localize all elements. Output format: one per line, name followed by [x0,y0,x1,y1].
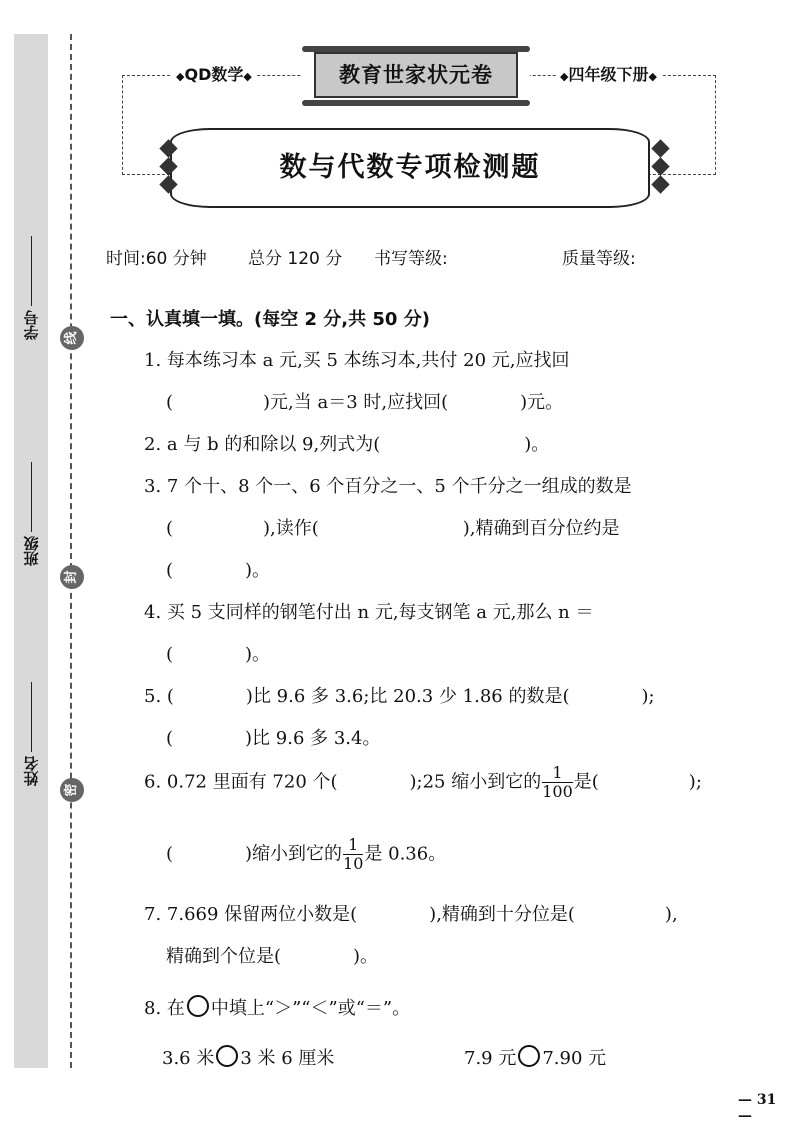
seal-seal-icon: 封 [60,565,84,589]
question-7-line-1: 7. 7.669 保留两位小数是( ),精确到十分位是( ), [144,904,678,925]
writing-grade: 书写等级: [374,249,448,269]
question-6-text: 6. 0.72 里面有 720 个( );25 缩小到它的 [144,771,542,793]
class-blank[interactable] [30,462,32,532]
question-6-text: 是 0.36。 [364,843,447,865]
fraction-1-100 [542,764,573,801]
name-blank[interactable] [30,682,32,752]
compare-left: 3.6 米 [162,1048,215,1069]
question-3-line-3: ( )。 [166,560,271,581]
answer-circle-2[interactable] [518,1045,540,1067]
class-text: 班级 [22,536,41,566]
subject-tag [172,62,256,88]
page-number: — 31 — [738,1092,777,1124]
compare-right: 3 米 6 厘米 [240,1048,335,1069]
question-8 [144,994,410,1020]
question-6-text: ( )缩小到它的 [166,843,343,865]
question-6-line-2 [166,836,446,873]
fraction-numerator: 1 [542,764,573,783]
grade-tag [556,62,661,88]
compare-right: 7.90 元 [542,1048,607,1069]
subject-tag-text: QD数学 [184,65,244,84]
answer-circle-1[interactable] [216,1045,238,1067]
class-label [18,462,44,566]
question-3-line-1: 3. 7 个十、8 个一、6 个百分之一、5 个千分之一组成的数是 [144,476,632,497]
question-4-line-1: 4. 买 5 支同样的钢笔付出 n 元,每支钢笔 a 元,那么 n ＝ [144,602,594,623]
compare-item-2 [464,1044,606,1070]
page-title: 数与代数专项检测题 [279,152,541,183]
question-5-line-1: 5. ( )比 9.6 多 3.6;比 20.3 少 1.86 的数是( ); [144,686,655,707]
total-score: 总分 120 分 [248,249,343,269]
question-4-line-2: ( )。 [166,644,271,665]
compare-item-1 [162,1044,334,1070]
scroll-rod-bottom [302,100,530,106]
fraction-denominator: 100 [542,782,573,801]
series-banner [302,44,530,108]
section-heading: 一、认真填一填。(每空 2 分,共 50 分) [110,309,430,330]
question-8-text: 8. 在 [144,998,185,1019]
student-id-text: 学号 [22,310,41,340]
diamond-icon: ◆ [176,70,185,83]
question-1-line-2: ( )元,当 a＝3 时,应找回( )元。 [166,392,564,413]
diamond-icon: ◆ [560,70,569,83]
question-3-line-2: ( ),读作( ),精确到百分位约是 [166,518,620,539]
diamond-icon: ◆ [243,70,252,83]
diamond-icon: ◆ [648,70,657,83]
compare-left: 7.9 元 [464,1048,517,1069]
fraction-denominator: 10 [343,854,364,873]
compare-circle-icon [187,995,209,1017]
seal-line-icon: 线 [60,326,84,350]
question-6-line-1 [144,764,702,801]
quality-grade: 质量等级: [562,249,636,269]
name-label [18,682,44,786]
fraction-1-10 [343,836,363,873]
question-6-text: 是( ); [573,771,702,793]
series-banner-text: 教育世家状元卷 [314,52,518,98]
question-8-text: 中填上“＞”“＜”或“＝”。 [210,998,411,1019]
cut-line [70,34,72,1068]
name-text: 姓名 [22,756,41,786]
title-box [170,128,650,208]
question-7-line-2: 精确到个位是( )。 [166,946,379,967]
grade-tag-text: 四年级下册 [568,65,649,84]
question-1-line-1: 1. 每本练习本 a 元,买 5 本练习本,共付 20 元,应找回 [144,350,570,371]
student-id-label [18,236,44,340]
seal-secret-icon: 密 [60,778,84,802]
exam-time: 时间:60 分钟 [106,249,207,269]
question-5-line-2: ( )比 9.6 多 3.4。 [166,728,381,749]
student-id-blank[interactable] [30,236,32,306]
diamond-icon [651,175,669,193]
question-2: 2. a 与 b 的和除以 9,列式为( )。 [144,434,550,455]
fraction-numerator: 1 [343,836,363,855]
